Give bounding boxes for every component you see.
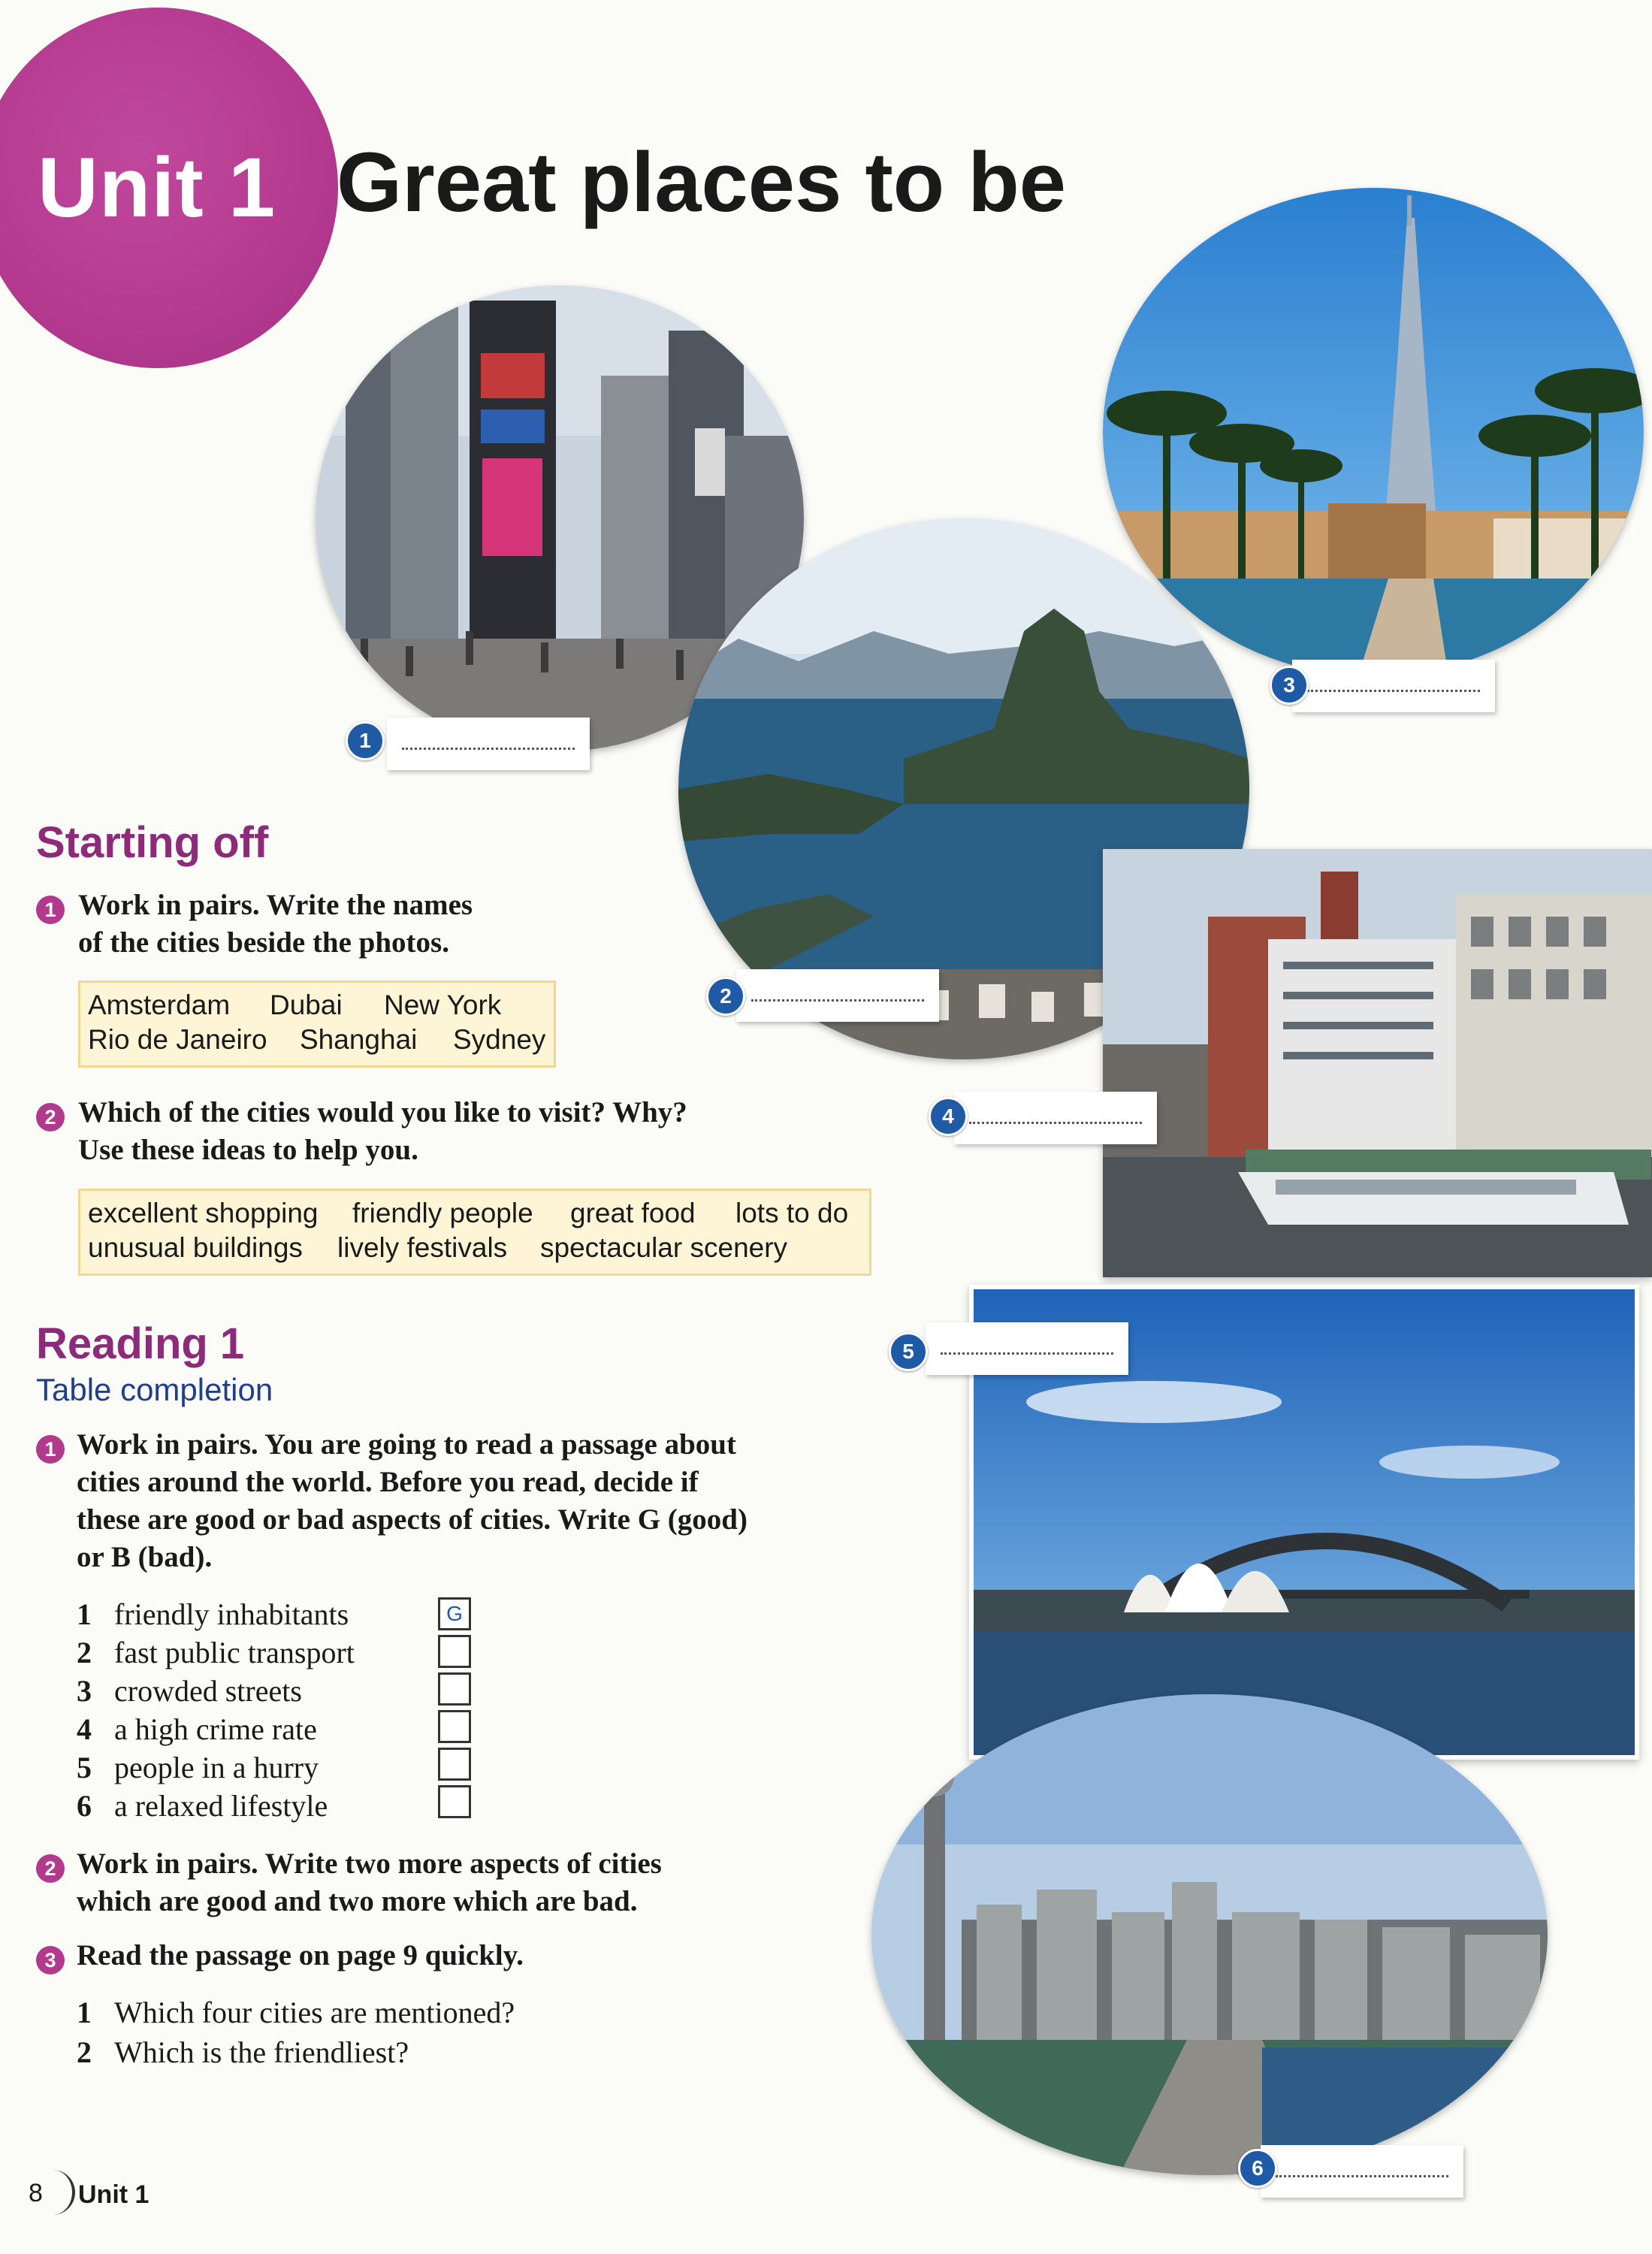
instruction-text: Read the passage on page 9 quickly.: [77, 1939, 524, 1971]
word-option: excellent shopping: [88, 1198, 319, 1228]
exercise-number: 3: [36, 1946, 65, 1975]
photo-number-2: 2: [706, 977, 745, 1016]
exercise-number: 1: [36, 896, 65, 924]
answer-checkbox[interactable]: [438, 1672, 471, 1706]
footer-divider: [51, 2170, 75, 2215]
list-item: 2 fast public transport: [77, 1636, 355, 1669]
unit-label: Unit 1: [38, 140, 276, 234]
answer-checkbox[interactable]: [438, 1785, 471, 1818]
answer-field-5[interactable]: [926, 1322, 1128, 1375]
footer-unit-label: Unit 1: [78, 2180, 149, 2209]
instruction-text: Work in pairs. Write the names of the cities beside the photos.: [78, 889, 473, 959]
list-item: 3 crowded streets: [77, 1674, 302, 1708]
exercise-number: 2: [36, 1103, 65, 1132]
exercise-number: 2: [36, 1854, 65, 1883]
word-option: great food: [570, 1198, 696, 1228]
instruction-text: Work in pairs. Write two more aspects of cities which are good and two more which are bad.: [77, 1848, 662, 1917]
word-option: Shanghai: [300, 1024, 418, 1055]
photo-number-4: 4: [929, 1097, 968, 1136]
photo-number-5: 5: [889, 1332, 928, 1371]
word-option: friendly people: [352, 1198, 533, 1228]
answer-checkbox[interactable]: [438, 1635, 471, 1668]
photo-number-3: 3: [1270, 666, 1309, 705]
word-option: Rio de Janeiro: [88, 1024, 267, 1055]
page-title: Great places to be: [337, 135, 1067, 229]
answer-checkbox[interactable]: G: [438, 1597, 471, 1630]
answer-field-3[interactable]: [1292, 660, 1495, 712]
instruction-text: Work in pairs. You are going to read a passage about cities around the world. Before you read, decide if these are good or bad aspects of cities. Write G (good) or B (bad).: [77, 1428, 747, 1573]
section-heading-starting-off: Starting off: [36, 818, 269, 867]
answer-field-1[interactable]: [387, 718, 590, 770]
word-option: unusual buildings: [88, 1232, 303, 1263]
list-item: 6 a relaxed lifestyle: [77, 1789, 328, 1823]
photo-amsterdam: [1103, 849, 1652, 1277]
photo-dubai: [1103, 188, 1644, 676]
word-option: Amsterdam: [88, 990, 231, 1020]
photo-shanghai: [871, 1694, 1548, 2175]
word-option: spectacular scenery: [540, 1232, 788, 1263]
answer-checkbox[interactable]: [438, 1710, 471, 1743]
answer-field-2[interactable]: [736, 969, 939, 1022]
answer-checkbox[interactable]: [438, 1748, 471, 1781]
word-option: lots to do: [735, 1198, 849, 1228]
answer-field-6[interactable]: [1261, 2145, 1463, 2198]
section-subheading: Table completion: [36, 1372, 273, 1407]
section-heading-reading: Reading 1: [36, 1319, 245, 1368]
page-number: 8: [29, 2179, 43, 2207]
city-word-box: [78, 980, 556, 1068]
exercise-number: 1: [36, 1435, 65, 1464]
photo-number-1: 1: [346, 721, 385, 760]
question-item: 1 Which four cities are mentioned?: [77, 1996, 515, 2029]
answer-field-4[interactable]: [954, 1092, 1157, 1144]
photo-number-6: 6: [1238, 2149, 1277, 2188]
word-option: Dubai: [270, 990, 343, 1020]
list-item: 1 friendly inhabitants: [77, 1597, 349, 1631]
word-option: New York: [384, 990, 502, 1020]
list-item: 5 people in a hurry: [77, 1751, 319, 1784]
ideas-word-box: [78, 1189, 871, 1276]
word-option: lively festivals: [337, 1232, 508, 1263]
list-item: 4 a high crime rate: [77, 1712, 317, 1746]
question-item: 2 Which is the friendliest?: [77, 2035, 409, 2069]
instruction-text: Which of the cities would you like to visit? Why? Use these ideas to help you.: [78, 1096, 687, 1166]
word-option: Sydney: [453, 1024, 546, 1055]
